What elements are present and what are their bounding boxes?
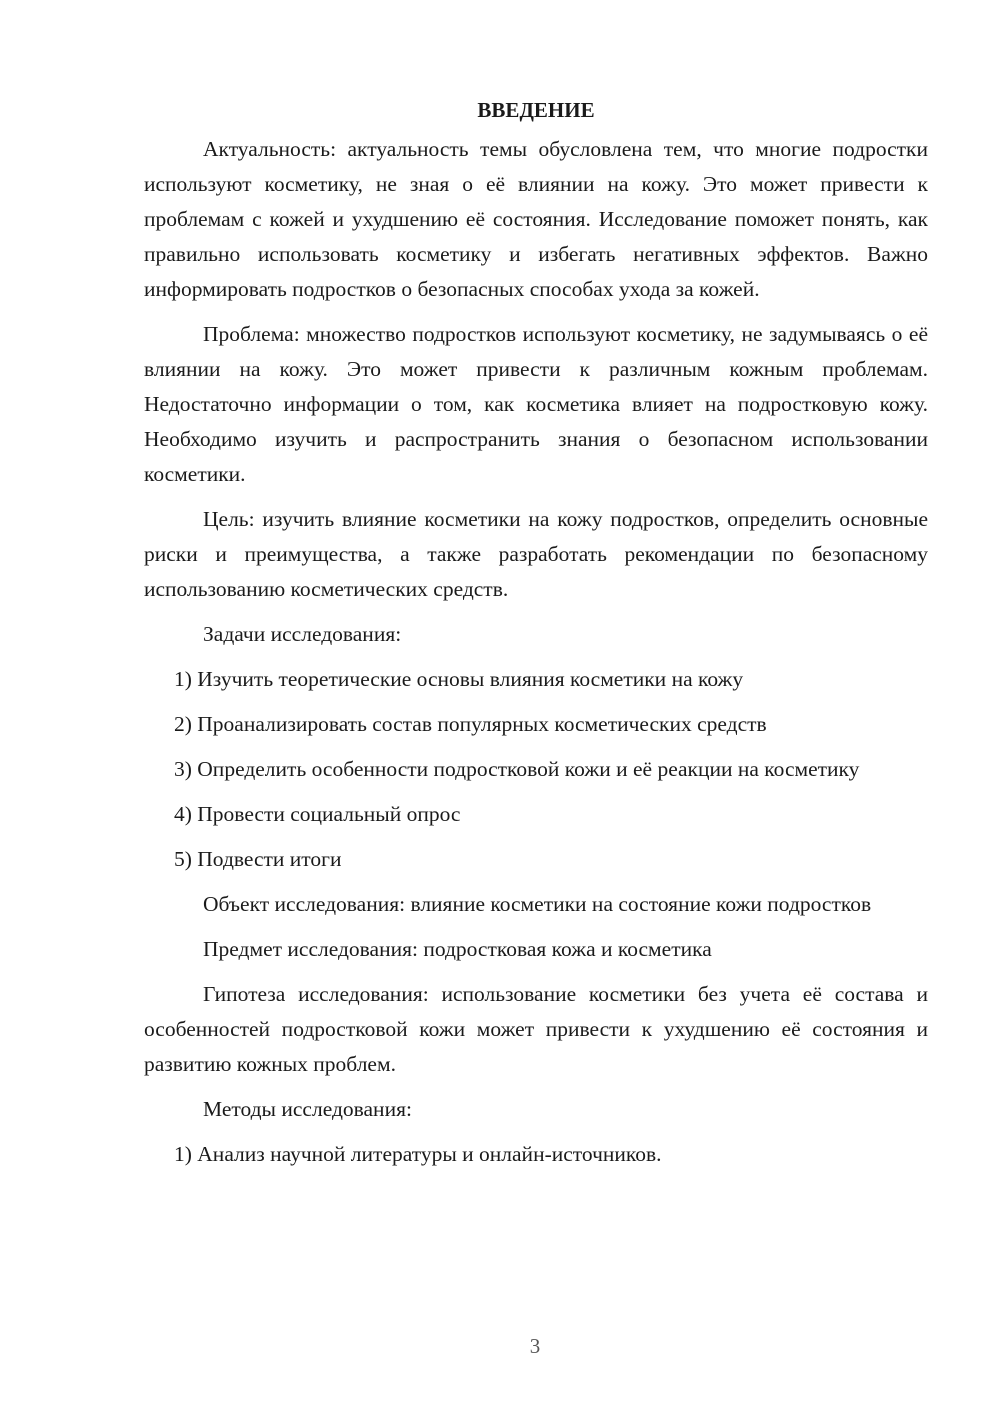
method-item-1: 1) Анализ научной литературы и онлайн-источников. [174,1142,662,1166]
task-item-5: 5) Подвести итоги [174,847,342,871]
document-page [144,92,928,1182]
task-item-2: 2) Проанализировать состав популярных косметических средств [174,712,767,736]
paragraph-problem: Проблема: множество подростков используют косметику, не задумываясь о её влиянии на кожу. Это может привести к различным кожным проблемам. Недостаточно информации о том, как косметика влияет на подростковую кожу. Необходимо изучить и распространить знания о безопасном использовании косметики. [144,322,928,486]
paragraph-hypothesis: Гипотеза исследования: использование косметики без учета её состава и особенностей подростковой кожи может привести к ухудшению её состояния и развитию кожных проблем. [144,982,928,1076]
paragraph-subject: Предмет исследования: подростковая кожа и косметика [203,937,712,961]
paragraph-goal: Цель: изучить влияние косметики на кожу подростков, определить основные риски и преимущества, а также разработать рекомендации по безопасному использованию косметических средств. [144,507,928,601]
task-item-3: 3) Определить особенности подростковой кожи и её реакции на косметику [174,757,860,781]
paragraph-object: Объект исследования: влияние косметики на состояние кожи подростков [203,892,872,916]
page-number: 3 [529,1334,541,1358]
paragraph-relevance: Актуальность: актуальность темы обусловлена тем, что многие подростки используют косметику, не зная о её влиянии на кожу. Это может привести к проблемам с кожей и ухудшению её состояния. Исследование поможет понять, как правильно использовать косметику и избегать негативных эффектов. Важно информировать подростков о безопасных способах ухода за кожей. [144,137,928,301]
task-item-1: 1) Изучить теоретические основы влияния косметики на кожу [174,667,744,691]
task-item-4: 4) Провести социальный опрос [174,802,461,826]
tasks-heading: Задачи исследования: [203,622,402,646]
methods-heading: Методы исследования: [203,1097,412,1121]
section-title: ВВЕДЕНИЕ [477,98,595,122]
